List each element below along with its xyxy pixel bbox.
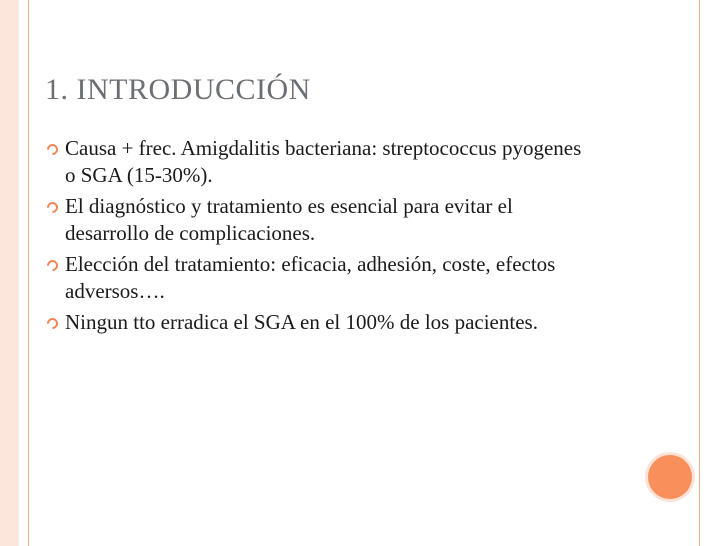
- bullet-item: [47, 193, 587, 247]
- side-band: [0, 0, 19, 546]
- bullet-list: [47, 135, 587, 340]
- bullet-item: [47, 251, 587, 305]
- bullet-ring-icon: [45, 200, 61, 216]
- bullet-text: Elección del tratamiento: eficacia, adhesión, coste, efectos adversos….: [65, 252, 556, 303]
- bullet-ring-icon: [45, 316, 61, 332]
- bullet-text: El diagnóstico y tratamiento es esencial para evitar el desarrollo de complicaciones.: [65, 194, 513, 245]
- bullet-text: Ningun tto erradica el SGA en el 100% de los pacientes.: [65, 310, 538, 334]
- bullet-text: Causa + frec. Amigdalitis bacteriana: streptococcus pyogenes o SGA (15-30%).: [65, 136, 582, 187]
- bullet-ring-icon: [45, 142, 61, 158]
- slide-title: 1. INTRODUCCIÓN: [45, 73, 311, 106]
- orange-circle-icon: [648, 455, 692, 499]
- bullet-item: [47, 309, 587, 336]
- bullet-ring-icon: [45, 258, 61, 274]
- bullet-item: [47, 135, 587, 189]
